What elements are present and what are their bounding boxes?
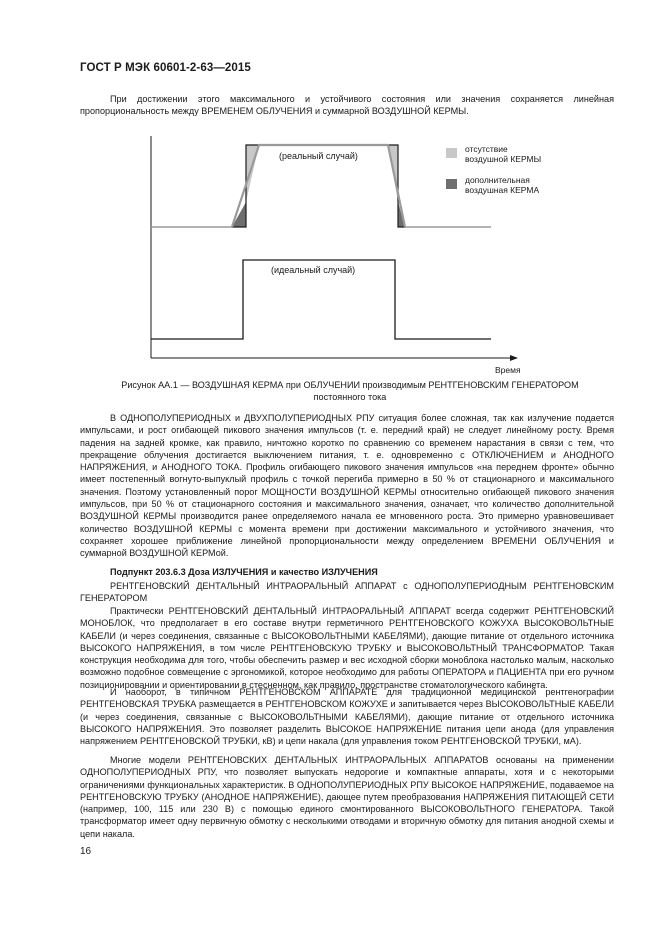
figure-aa1	[80, 130, 560, 380]
figure-caption	[80, 379, 620, 404]
paragraph-1: В ОДНОПОЛУПЕРИОДНЫХ и ДВУХПОЛУПЕРИОДНЫХ РПУ ситуация более сложная, так как излучение подается импульсами, и рост огибающей пикового значения импульсов (т. е. передний край) не следует линейному росту. Время падения на задней кромке, как правило, ничтожно коротко по сравнению со временем нарастания в связи с тем, что прекращение облучения достигается выключением питания, т. е. одновременно с ОТКЛЮЧЕНИЕМ и АНОДНОГО НАПРЯЖЕНИЯ, и АНОДНОГО ТОКА. Профиль огибающего пикового значения импульсов «на переднем фронте» обычно имеет постепенный вогнуто-выпуклый профиль с точкой перегиба примерно в 50 % от стационарного и максимального значения. Поэтому установленный порог МОЩНОСТИ ВОЗДУШНОЙ КЕРМЫ относительно огибающей пикового значения импульсов, при 50 % от стационарного состояния и максимального значения, означает, что количество дополнительной ВОЗДУШНОЙ КЕРМЫ производится ранее определяемого начала ее мгновенного роста. Это примерно уравновешивает количество ВОЗДУШНОЙ КЕРМЫ с момента времени при достижении максимального и устойчивого значения, что сохраняет хорошее приближение линейной пропорциональности между определением ВРЕМЕНИ ОБЛУЧЕНИЯ и суммарной ВОЗДУШНОЙ КЕРМой.	[80, 413, 614, 559]
label-ideal: (идеальный случай)	[271, 265, 356, 275]
legend-extra-line2: воздушная КЕРМА	[465, 185, 540, 195]
intro-paragraph: При достижении этого максимального и устойчивого состояния или значения сохраняется линейная пропорциональность между ВРЕМЕНЕМ ОБЛУЧЕНИЯ и суммарной ВОЗДУШНОЙ КЕРМЫ.	[80, 94, 614, 117]
legend-absent-line1: отсутствие	[465, 144, 508, 154]
caption-line-2: постоянного тока	[313, 392, 387, 403]
legend-absent-swatch	[446, 148, 457, 158]
legend-extra-swatch	[446, 179, 457, 189]
subclause-heading: Подпункт 203.6.3 Доза ИЗЛУЧЕНИЯ и качество ИЗЛУЧЕНИЯ	[110, 567, 378, 577]
paragraph-5: Многие модели РЕНТГЕНОВСКИХ ДЕНТАЛЬНЫХ ИНТРАОРАЛЬНЫХ АППАРАТОВ основаны на применении ОДНОПОЛУПЕРИОДНЫХ РПУ, что позволяет выпускать недорогие и компактные аппараты, хотя и с некоторыми ограничениями функциональных характеристик. В ОДНОПОЛУПЕРИОДНЫХ РПУ ВЫСОКОЕ НАПРЯЖЕНИЕ, подаваемое на РЕНТГЕНОВСКУЮ ТРУБКУ (АНОДНОЕ НАПРЯЖЕНИЕ), дающее путем преобразования НАПРЯЖЕНИЯ ПИТАЮЩЕЙ СЕТИ (например, 100, 115 или 230 В) с помощью единого смонтированного ВЫСОКОВОЛЬТНОГО ГЕНЕРАТОРА. Такой трансформатор имеет одну первичную обмотку с несколькими отводами и вторичную обмотку для питания анодной схемы и цепи накала.	[80, 755, 614, 839]
paragraph-2: РЕНТГЕНОВСКИЙ ДЕНТАЛЬНЫЙ ИНТРАОРАЛЬНЫЙ АППАРАТ с ОДНОПОЛУПЕРИОДНЫМ РЕНТГЕНОВСКИМ ГЕНЕРАТОРОМ	[80, 581, 614, 604]
legend-extra-line1: дополнительная	[465, 175, 530, 185]
caption-line-1: Рисунок АА.1 — ВОЗДУШНАЯ КЕРМА при ОБЛУЧЕНИИ производимым РЕНТГЕНОВСКИМ ГЕНЕРАТОРОМ	[121, 380, 579, 390]
axis-time-label: Время	[495, 365, 521, 375]
page-number: 16	[80, 846, 92, 857]
label-real: (реальный случай)	[279, 151, 358, 161]
paragraph-3: Практически РЕНТГЕНОВСКИЙ ДЕНТАЛЬНЫЙ ИНТРАОРАЛЬНЫЙ АППАРАТ всегда содержит РЕНТГЕНОВСКИЙ МОНОБЛОК, что предполагает в его составе внутри герметичного РЕНТГЕНОВСКОГО КОЖУХА ВЫСОКОВОЛЬТНЫЕ КАБЕЛИ (и через соединения, связанные с ВЫСОКОВОЛЬТНЫМИ КАБЕЛЯМИ), дающие питание от отдельного источника ВЫСОКОГО НАПРЯЖЕНИЯ, в том числе РЕНТГЕНОВСКУЮ ТРУБКУ и ВЫСОКОВОЛЬТНЫЙ ТРАНСФОРМАТОР. Такая конструкция необходима для того, чтобы обеспечить размер и вес исходной сборки моноблока настолько малым, насколько возможно подобное совмещение с эргономикой, которое необходимо для работы ОПЕРАТОРА и ПАЦИЕНТА при его ручном позиционировании и ориентировании в стесненном, как правило, пространстве стоматологического кабинета.	[80, 606, 614, 690]
figure-svg	[80, 130, 560, 375]
paragraph-4: И наоборот, в типичном РЕНТГЕНОВСКОМ АППАРАТЕ для традиционной медицинской рентгенографии РЕНТГЕНОВСКАЯ ТРУБКА размещается в РЕНТГЕНОВСКОМ КОЖУХЕ и запитывается через ВЫСОКОВОЛЬТНЫЕ КАБЕЛИ (и через соединения, связанные с ВЫСОКОВОЛЬТНЫМИ КАБЕЛЯМИ), дающие питание от отдельного источника ВЫСОКОГО НАПРЯЖЕНИЯ. Это позволяет разделить ВЫСОКОЕ НАПРЯЖЕНИЕ питания цепи анода (для управления напряжением РЕНТГЕНОВСКОЙ ТРУБКИ, кВ) и цепи накала (для управления током РЕНТГЕНОВСКОЙ ТРУБКИ, мА).	[80, 687, 614, 747]
document-header: ГОСТ Р МЭК 60601-2-63—2015	[80, 62, 251, 74]
legend-absent-line2: воздушной КЕРМЫ	[465, 154, 542, 164]
